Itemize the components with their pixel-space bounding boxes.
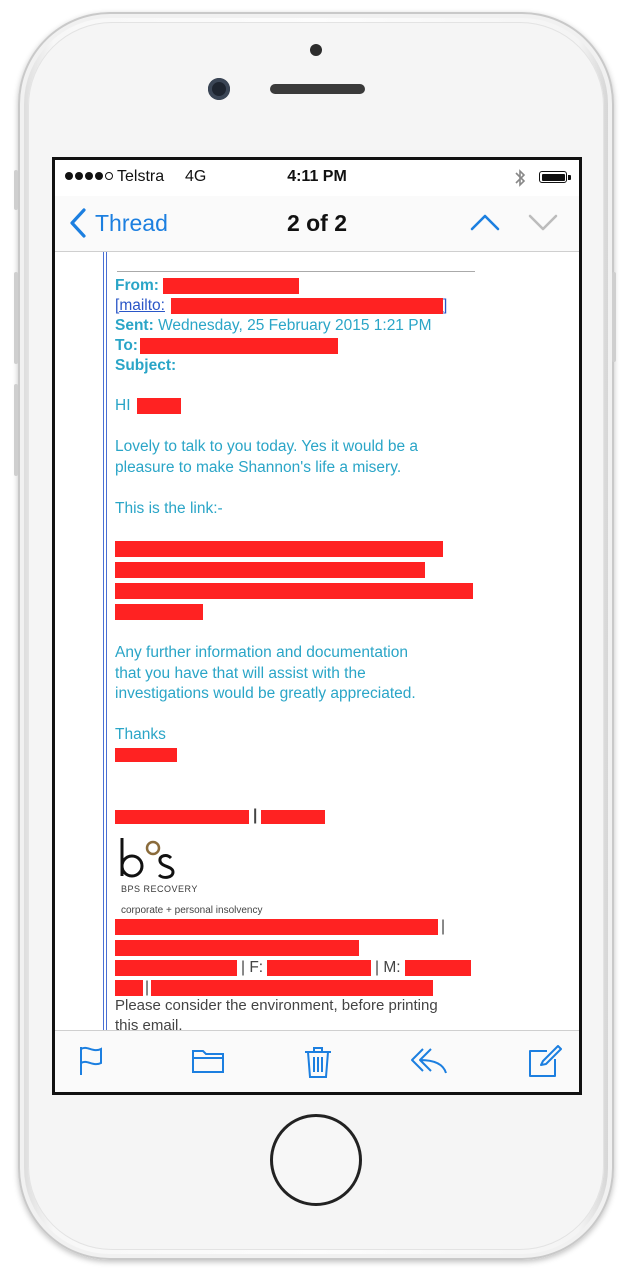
- redacted-address: [115, 919, 438, 935]
- front-camera: [208, 78, 230, 100]
- from-label: From:: [115, 277, 159, 294]
- redacted-website: [115, 980, 143, 996]
- logo-company-name: BPS RECOVERY: [121, 884, 198, 894]
- footer-note: this email.: [115, 1017, 183, 1030]
- home-button[interactable]: [270, 1114, 362, 1206]
- redacted-link: [115, 562, 425, 578]
- redacted-link: [115, 583, 473, 599]
- redacted-website: [151, 980, 433, 996]
- earpiece-speaker: [270, 84, 365, 94]
- paragraph-line: investigations would be greatly appreciated.: [115, 685, 416, 702]
- redacted-signature: [115, 810, 249, 824]
- header-divider: [117, 271, 475, 272]
- power-button: [612, 272, 616, 362]
- back-button[interactable]: Thread: [95, 210, 168, 236]
- redacted-sender-name: [115, 748, 177, 762]
- carrier-name: Telstra: [117, 168, 165, 185]
- paragraph-line: pleasure to make Shannon's life a misery.: [115, 459, 402, 476]
- mobile-label: | M:: [375, 959, 401, 976]
- fax-label: | F:: [241, 959, 264, 976]
- chevron-down-icon: [527, 210, 559, 239]
- volume-down-button: [14, 384, 18, 476]
- email-body: [55, 252, 579, 1030]
- mailto-close: ]: [443, 297, 448, 314]
- bps-logo: [117, 836, 181, 887]
- to-label: To:: [115, 337, 138, 354]
- mailto-link[interactable]: [mailto:: [115, 297, 165, 314]
- link-intro: This is the link:-: [115, 500, 223, 517]
- network-type: 4G: [185, 168, 207, 185]
- proximity-sensor: [310, 44, 322, 56]
- reply-icon[interactable]: [409, 1045, 449, 1082]
- redacted-name: [137, 398, 181, 414]
- redacted-signature: [261, 810, 325, 824]
- chevron-up-icon[interactable]: [469, 210, 501, 239]
- paragraph-line: Lovely to talk to you today. Yes it would be a: [115, 438, 419, 455]
- paragraph-line: Any further information and documentation: [115, 644, 408, 661]
- logo-tagline: corporate + personal insolvency: [121, 905, 263, 916]
- folder-icon[interactable]: [191, 1045, 225, 1080]
- redacted-fax: [267, 960, 371, 976]
- quote-bar: [103, 252, 107, 1030]
- mute-switch: [14, 170, 18, 210]
- redacted-sender: [163, 278, 299, 294]
- sent-line: Sent: Wednesday, 25 February 2015 1:21 PM: [115, 317, 432, 334]
- bluetooth-icon: [513, 168, 527, 193]
- subject-label: Subject:: [115, 357, 177, 374]
- redacted-mobile: [405, 960, 471, 976]
- navigation-bar: [55, 196, 579, 252]
- redacted-phone: [115, 960, 237, 976]
- redacted-link: [115, 604, 203, 620]
- signature-separator: |: [253, 807, 258, 824]
- redacted-recipient: [140, 338, 338, 354]
- trash-icon[interactable]: [303, 1045, 333, 1084]
- greeting: HI: [115, 397, 131, 414]
- compose-icon[interactable]: [527, 1045, 563, 1084]
- battery-tip: [568, 175, 571, 180]
- page-title: 2 of 2: [286, 210, 348, 236]
- redacted-address: [115, 940, 359, 956]
- signature-separator: |: [145, 979, 150, 996]
- paragraph-line: that you have that will assist with the: [115, 665, 366, 682]
- phone-screen: [52, 157, 582, 1095]
- signature-separator: |: [441, 918, 446, 935]
- redacted-email-address: [171, 298, 443, 314]
- volume-up-button: [14, 272, 18, 364]
- flag-icon[interactable]: [77, 1045, 107, 1082]
- battery-icon: [539, 171, 567, 183]
- sign-off: Thanks: [115, 726, 166, 743]
- status-time: 4:11 PM: [287, 168, 347, 185]
- redacted-link: [115, 541, 443, 557]
- status-bar: [55, 160, 579, 196]
- footer-note: Please consider the environment, before printing: [115, 997, 438, 1014]
- bottom-toolbar: [55, 1030, 579, 1092]
